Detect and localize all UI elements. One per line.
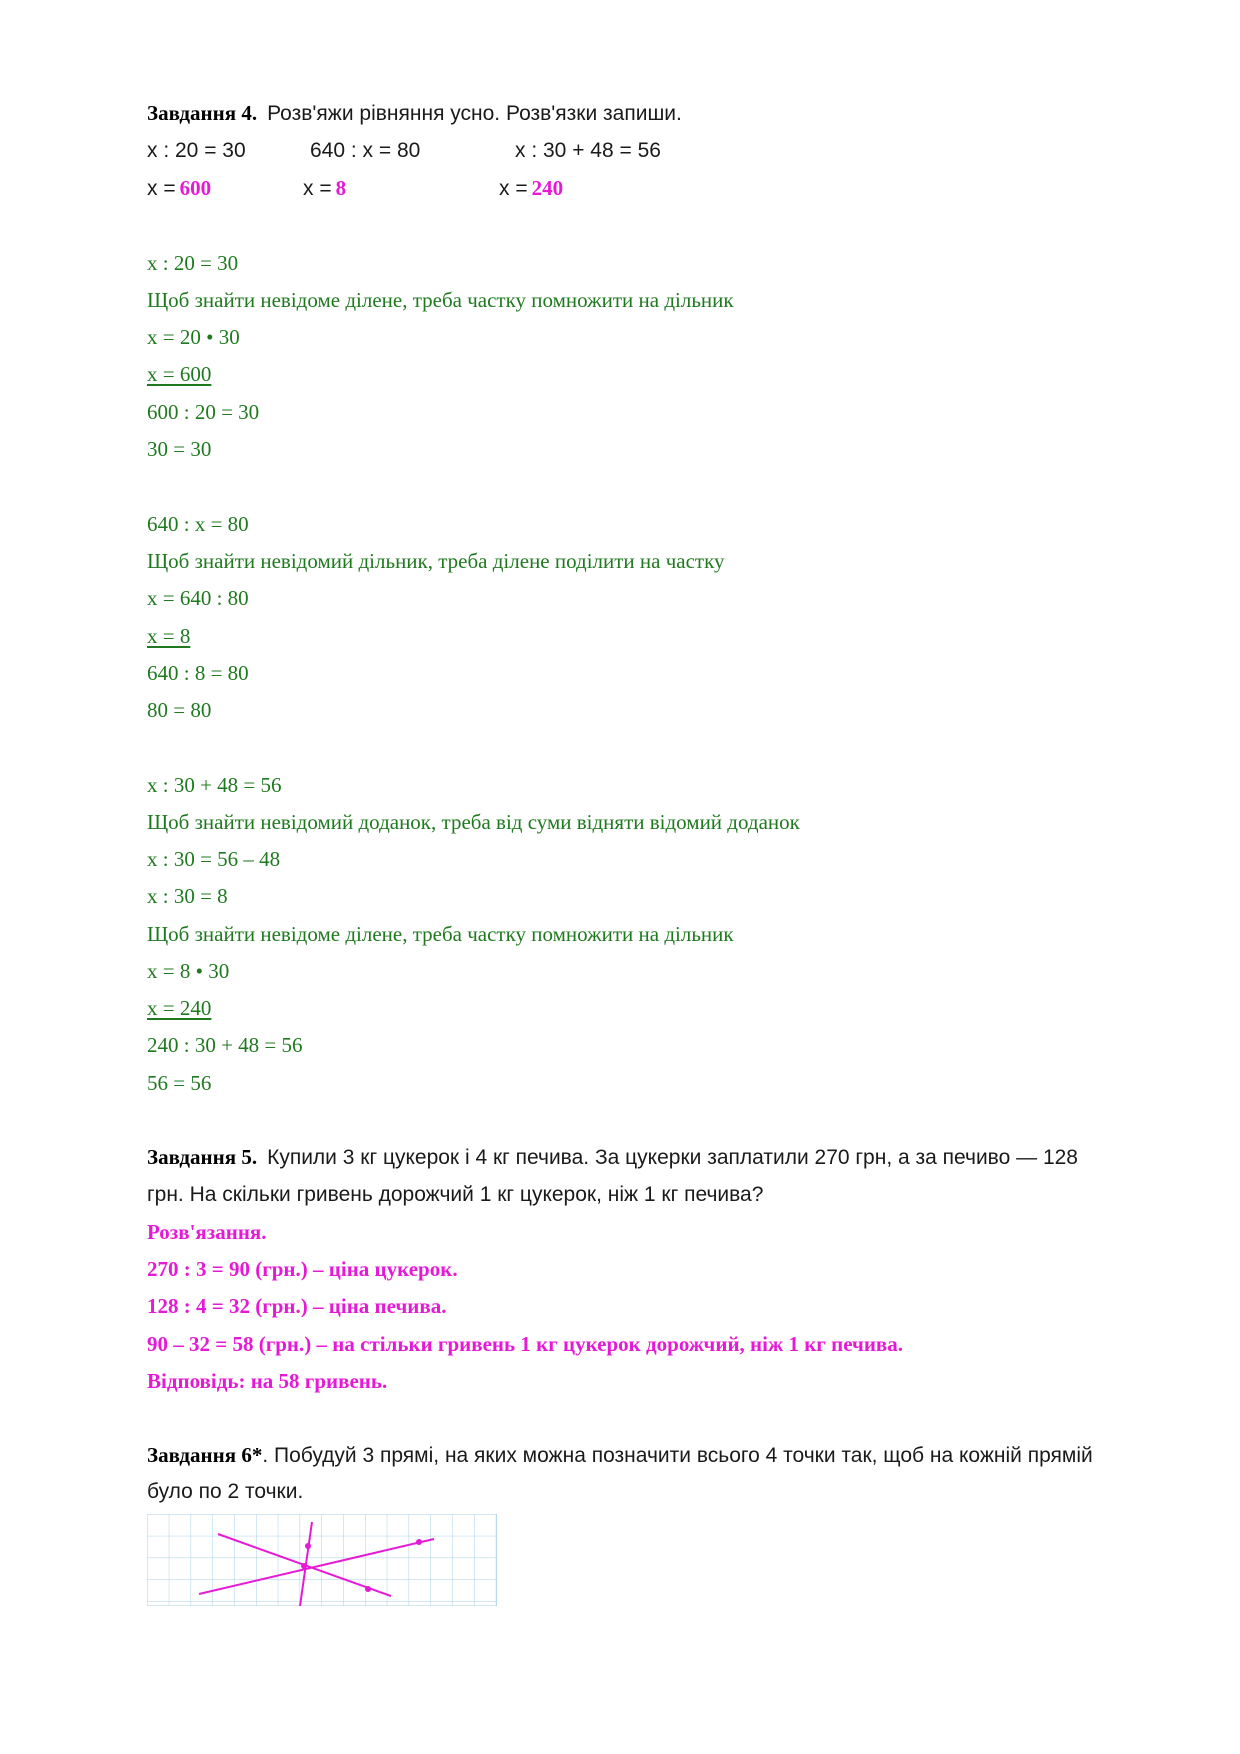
sol3-line: Щоб знайти невідомий доданок, треба від суми відняти відомий доданок: [147, 810, 800, 834]
sol3-line: x : 30 = 56 – 48: [147, 847, 281, 871]
sol1-line: 30 = 30: [147, 437, 212, 461]
answer-value: 240: [531, 176, 564, 200]
task5-solution-title: Розв'язання.: [147, 1220, 267, 1244]
grid-figure: [147, 1514, 497, 1606]
sol2-line: Щоб знайти невідомий дільник, треба ділене поділити на частку: [147, 549, 725, 573]
point: [301, 1563, 307, 1569]
task4-label: Завдання 4.: [147, 101, 258, 125]
x-prefix: x =: [147, 177, 176, 200]
point: [416, 1539, 422, 1545]
sol3-line: 56 = 56: [147, 1071, 212, 1095]
task5-step: 270 : 3 = 90 (грн.) – ціна цукерок.: [147, 1257, 458, 1281]
sol1-line: x : 20 = 30: [147, 251, 239, 275]
sol2-result: x = 8: [147, 624, 191, 648]
sol3-result: x = 240: [147, 996, 212, 1020]
sol1-result: x = 600: [147, 362, 212, 386]
sol3-line: x : 30 + 48 = 56: [147, 773, 282, 797]
grid-paper: [147, 1514, 497, 1606]
sol3-line: 240 : 30 + 48 = 56: [147, 1033, 303, 1057]
sol1-line: x = 20 • 30: [147, 325, 240, 349]
point: [305, 1543, 311, 1549]
answer-value: 8: [335, 176, 347, 200]
sol1-line: Щоб знайти невідоме ділене, треба частку помножити на дільник: [147, 288, 734, 312]
task5-step: 128 : 4 = 32 (грн.) – ціна печива.: [147, 1294, 447, 1318]
sol1-line: 600 : 20 = 30: [147, 400, 260, 424]
task4-header: [147, 103, 682, 124]
task6-label: Завдання 6*: [147, 1443, 263, 1467]
task4-answer-2: [303, 178, 346, 199]
task5-label: Завдання 5.: [147, 1145, 258, 1169]
task5-line1: [147, 1147, 1078, 1168]
task5-step: 90 – 32 = 58 (грн.) – на стільки гривень 1 кг цукерок дорожчий, ніж 1 кг печива.: [147, 1332, 904, 1356]
task4-answer-1: [147, 178, 211, 199]
task6-text-line2: було по 2 точки.: [147, 1480, 304, 1503]
sol2-line: x = 640 : 80: [147, 586, 249, 610]
sol2-line: 80 = 80: [147, 698, 212, 722]
task5-text: Купили 3 кг цукерок і 4 кг печива. За цукерки заплатили 270 грн, а за печиво — 128: [267, 1146, 1078, 1169]
sol2-line: 640 : 8 = 80: [147, 661, 249, 685]
x-prefix: x =: [499, 177, 528, 200]
sol3-line: x : 30 = 8: [147, 884, 228, 908]
task4-eq2: 640 : x = 80: [310, 139, 421, 162]
task4-eq3: x : 30 + 48 = 56: [515, 139, 661, 162]
task6-line1: [147, 1445, 1093, 1466]
task4-eq1: x : 20 = 30: [147, 139, 246, 162]
lines-drawing: [147, 1514, 497, 1611]
sol2-line: 640 : x = 80: [147, 512, 249, 536]
task5-text-line2: грн. На скільки гривень дорожчий 1 кг цукерок, ніж 1 кг печива?: [147, 1183, 764, 1206]
task6-text: . Побудуй 3 прямі, на яких можна позначити всього 4 точки так, щоб на кожній прямій: [262, 1444, 1093, 1467]
sol3-line: Щоб знайти невідоме ділене, треба частку помножити на дільник: [147, 922, 734, 946]
answer-value: 600: [179, 176, 212, 200]
x-prefix: x =: [303, 177, 332, 200]
task4-answer-3: [499, 178, 563, 199]
point: [365, 1586, 371, 1592]
sol3-line: x = 8 • 30: [147, 959, 230, 983]
task5-answer: Відповідь: на 58 гривень.: [147, 1369, 388, 1393]
task4-prompt: Розв'яжи рівняння усно. Розв'язки запиши.: [267, 102, 682, 125]
